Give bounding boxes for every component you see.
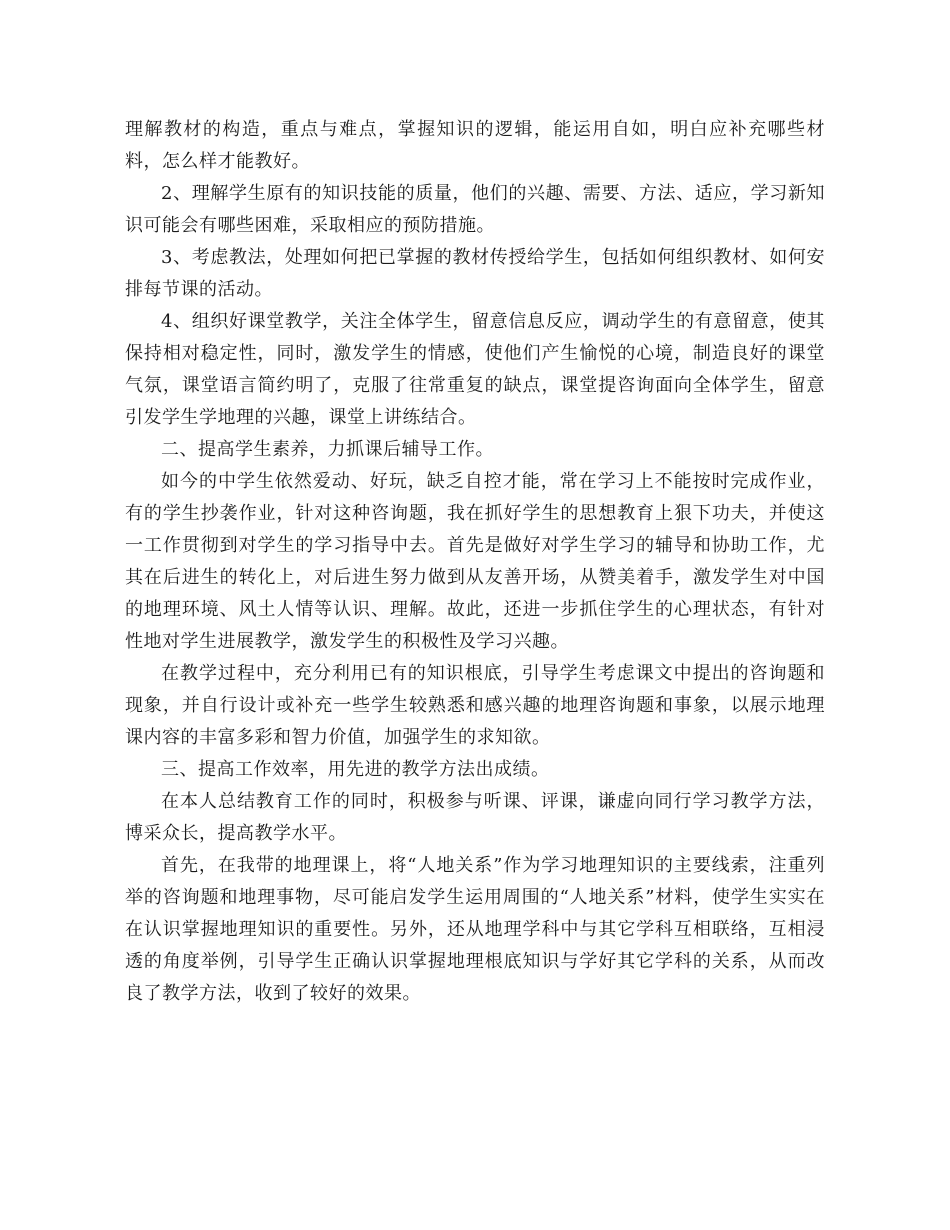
paragraph: 在教学过程中，充分利用已有的知识根底，引导学生考虑课文中提出的咨询题和现象，并自行设计或补充一些学生较熟悉和感兴趣的地理咨询题和事象，以展示地理课内容的丰富多彩和智力价值，加强学生的求知欲。	[125, 663, 825, 748]
paragraph: 首先，在我带的地理课上，将“人地关系”作为学习地理知识的主要线索，注重列举的咨询题和地理事物，尽可能启发学生运用周围的“人地关系”材料，使学生实实在在认识掌握地理知识的重要性。另外，还从地理学科中与其它学科互相联络，互相浸透的角度举例，引导学生正确认识掌握地理根底知识与学好其它学科的关系，从而改良了教学方法，收到了较好的效果。	[125, 855, 825, 1004]
paragraph: 3、考虑教法，处理如何把已掌握的教材传授给学生，包括如何组织教材、如何安排每节课的活动。	[125, 247, 825, 300]
paragraph: 如今的中学生依然爱动、好玩，缺乏自控才能，常在学习上不能按时完成作业，有的学生抄袭作业，针对这种咨询题，我在抓好学生的思想教育上狠下功夫，并使这一工作贯彻到对学生的学习指导中去。首先是做好对学生学习的辅导和协助工作，尤其在后进生的转化上，对后进生努力做到从友善开场，从赞美着手，激发学生对中国的地理环境、风土人情等认识、理解。故此，还进一步抓住学生的心理状态，有针对性地对学生进展教学，激发学生的积极性及学习兴趣。	[125, 471, 825, 652]
section-heading: 三、提高工作效率，用先进的教学方法出成绩。	[161, 759, 550, 780]
document-body	[125, 114, 825, 1010]
paragraph: 理解教材的构造，重点与难点，掌握知识的逻辑，能运用自如，明白应补充哪些材料，怎么样才能教好。	[125, 119, 825, 172]
section-heading: 二、提高学生素养，力抓课后辅导工作。	[161, 439, 494, 460]
paragraph: 4、组织好课堂教学，关注全体学生，留意信息反应，调动学生的有意留意，使其保持相对稳定性，同时，激发学生的情感，使他们产生愉悦的心境，制造良好的课堂气氛，课堂语言简约明了，克服了往常重复的缺点，课堂提咨询面向全体学生，留意引发学生学地理的兴趣，课堂上讲练结合。	[125, 311, 825, 428]
paragraph: 在本人总结教育工作的同时，积极参与听课、评课，谦虚向同行学习教学方法，博采众长，提高教学水平。	[125, 791, 825, 844]
paragraph: 2、理解学生原有的知识技能的质量，他们的兴趣、需要、方法、适应，学习新知识可能会有哪些困难，采取相应的预防措施。	[125, 183, 825, 236]
